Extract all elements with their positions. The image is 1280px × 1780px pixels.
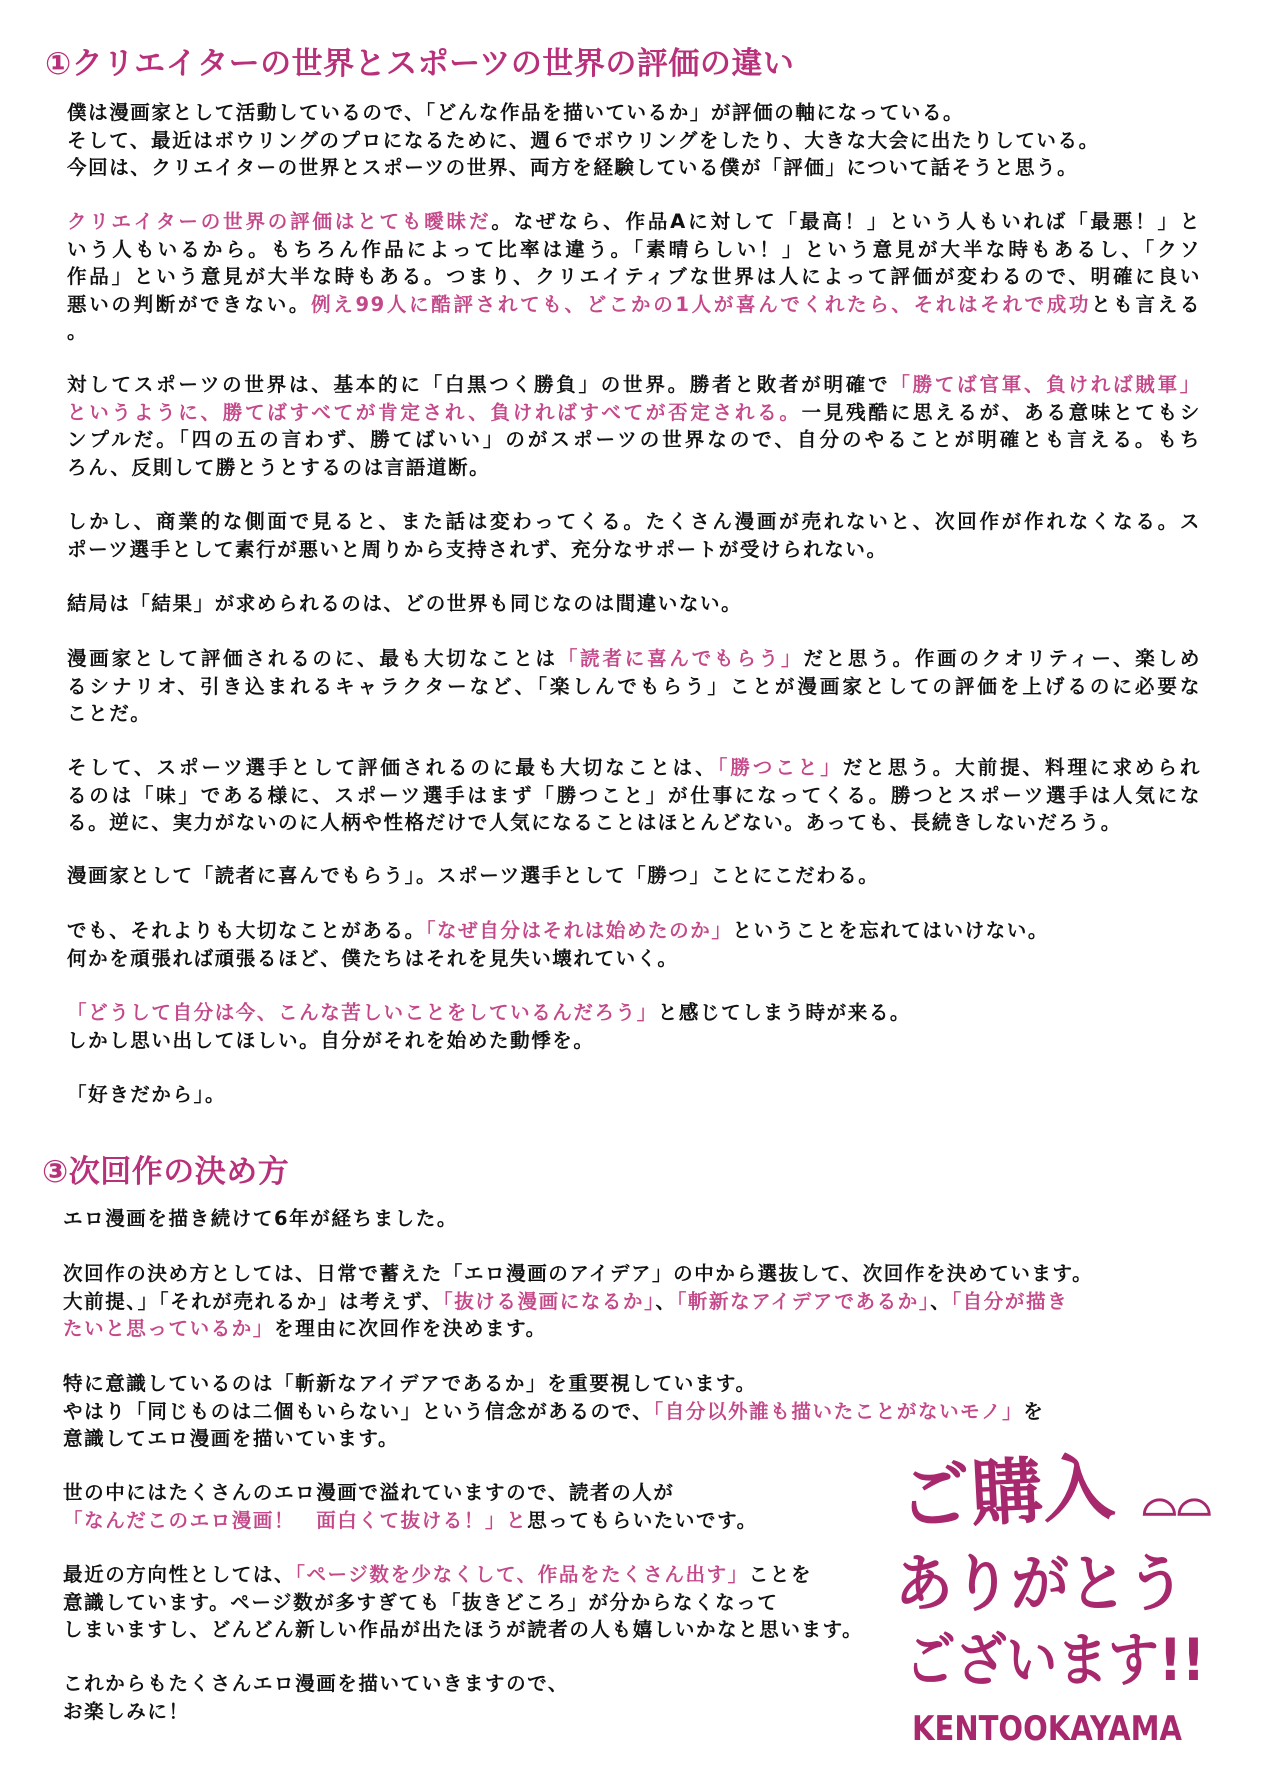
paragraph bbox=[63, 1670, 569, 1725]
paragraph bbox=[67, 999, 1201, 1054]
text-line bbox=[67, 673, 1201, 701]
paragraph bbox=[67, 1081, 1201, 1109]
body-text: る。逆に、実力がないのに人柄や性格だけで人気になることはほとんどない。あっても、長続きしないだろう。 bbox=[67, 811, 1122, 834]
text-line bbox=[63, 1507, 758, 1535]
body-text: 次回作の決め方としては、日常で蓄えた「エロ漫画のアイデア」の中から選抜して、次回作を決めています。 bbox=[63, 1262, 1094, 1285]
body-text: やはり「同じものは二個もいらない」という信念があるので、 bbox=[63, 1399, 654, 1423]
text-line bbox=[63, 1479, 758, 1507]
highlighted-text: クリエイターの世界の評価はとても曖昧だ bbox=[67, 210, 492, 233]
highlighted-text: 例え99人に酷評されても、どこかの1人が喜んでくれたら、それはそれで成功 bbox=[311, 292, 1092, 316]
text-line bbox=[67, 590, 1201, 618]
body-text: 漫画家として「読者に喜んでもらう」。スポーツ選手として「勝つ」ことにこだわる。 bbox=[67, 864, 880, 887]
logo-line3: ございます!! bbox=[905, 1626, 1205, 1694]
logo-line2: ありがとう bbox=[895, 1547, 1185, 1620]
body-text: 作品」という意見が大半な時もある。つまり、クリエイティブな世界は人によって評価が変わるので、明確に良い bbox=[67, 265, 1201, 288]
text-line bbox=[63, 1288, 1093, 1316]
body-text: 結局は「結果」が求められるのは、どの世界も同じなのは間違いない。 bbox=[67, 592, 743, 615]
body-text: 僕は漫画家として活動しているので、「どんな作品を描いているか」が評価の軸になっている。 bbox=[67, 101, 965, 124]
text-line bbox=[67, 371, 1201, 399]
text-line bbox=[67, 426, 1201, 454]
text-line bbox=[63, 1561, 863, 1589]
paragraph bbox=[63, 1260, 1093, 1343]
body-text: 思ってもらいたいです。 bbox=[527, 1508, 758, 1532]
text-line bbox=[67, 508, 1201, 536]
body-text: 悪いの判断ができない。 bbox=[67, 292, 312, 316]
body-text: 。なぜなら、作品Aに対して「最高！」という人もいれば「最悪！」と bbox=[491, 210, 1202, 233]
body-text: を bbox=[1023, 1399, 1045, 1423]
paragraph bbox=[67, 99, 1201, 182]
body-text: るシナリオ、引き込まれるキャラクターなど、「楽しんでもらう」ことが漫画家としての評価を上げるのに必要な bbox=[67, 674, 1201, 698]
body-text: 最近の方向性としては、 bbox=[63, 1563, 296, 1586]
text-line bbox=[63, 1616, 863, 1644]
text-line bbox=[67, 1081, 1201, 1109]
text-line bbox=[67, 399, 1201, 427]
paragraph bbox=[63, 1205, 458, 1233]
paragraph bbox=[67, 754, 1201, 837]
text-line bbox=[67, 700, 1201, 728]
body-text: ポーツ選手として素行が悪いと周りから支持されず、充分なサポートが受けられない。 bbox=[67, 537, 888, 561]
paragraph bbox=[67, 508, 1201, 563]
text-line bbox=[67, 862, 1201, 890]
text-line bbox=[67, 127, 1201, 155]
text-line bbox=[67, 917, 1201, 945]
highlighted-text: 「勝つこと」 bbox=[717, 756, 843, 779]
text-line bbox=[63, 1260, 1093, 1288]
text-line bbox=[67, 809, 1201, 837]
body-text: 今回は、クリエイターの世界とスポーツの世界、両方を経験している僕が「評価」について話そうと思う。 bbox=[67, 156, 1079, 179]
body-text: 何かを頑張れば頑張るほど、僕たちはそれを見失い壊れていく。 bbox=[67, 946, 679, 970]
text-line bbox=[63, 1398, 1044, 1426]
text-line bbox=[67, 536, 1201, 564]
text-line bbox=[67, 154, 1201, 182]
logo-signature: KENTOOKAYAMA bbox=[912, 1709, 1183, 1749]
paragraph bbox=[67, 590, 1201, 618]
paragraph bbox=[67, 645, 1201, 728]
body-text: しまいますし、どんどん新しい作品が出たほうが読者の人も嬉しいかなと思います。 bbox=[63, 1618, 864, 1641]
highlighted-text: 「ページ数を少なくして、作品をたくさん出す」 bbox=[295, 1563, 749, 1586]
body-text: だと思う。大前提、料理に求められ bbox=[842, 756, 1201, 779]
body-text: ということを忘れてはいけない。 bbox=[732, 919, 1049, 942]
text-line bbox=[67, 99, 1201, 127]
text-line bbox=[67, 754, 1201, 782]
text-line bbox=[63, 1205, 458, 1233]
text-line bbox=[67, 291, 1201, 319]
highlighted-text: というように、勝てばすべてが肯定され、負ければすべてが否定される。 bbox=[67, 400, 802, 424]
highlighted-text: 「自分以外誰も描いたことがないモノ」 bbox=[653, 1399, 1024, 1423]
body-text: そして、スポーツ選手として評価されるのに最も大切なことは、 bbox=[67, 756, 718, 779]
body-text: エロ漫画を描き続けて6年が経ちました。 bbox=[63, 1207, 458, 1230]
body-text: 意識しています。ページ数が多すぎても「抜きどころ」が分からなくなって bbox=[63, 1590, 779, 1614]
text-line bbox=[67, 263, 1201, 291]
body-text: 意識してエロ漫画を描いています。 bbox=[63, 1427, 400, 1450]
body-text: 、 bbox=[930, 1289, 952, 1313]
paragraph bbox=[67, 917, 1201, 972]
body-text: ろん、反則して勝とうとするのは言語道断。 bbox=[67, 455, 491, 479]
logo-face-doodle: ⌓⌓ bbox=[1142, 1475, 1212, 1526]
body-text: お楽しみに！ bbox=[63, 1699, 190, 1723]
body-text: 対してスポーツの世界は、基本的に「白黒つく勝負」の世界。勝者と敗者が明確で bbox=[67, 373, 891, 396]
body-text: 「好きだから」。 bbox=[67, 1083, 227, 1106]
body-text: 世の中にはたくさんのエロ漫画で溢れていますので、読者の人が bbox=[63, 1481, 675, 1504]
body-text: 、 bbox=[655, 1289, 677, 1313]
body-text: ことだ。 bbox=[67, 702, 152, 725]
body-text: しかし、商業的な側面で見ると、また話は変わってくる。たくさん漫画が売れないと、次回作が作れなくなる。ス bbox=[67, 510, 1201, 533]
paragraph bbox=[67, 371, 1201, 481]
text-line bbox=[67, 999, 1201, 1027]
highlighted-text: 「なぜ自分はそれは始めたのか」 bbox=[425, 919, 733, 942]
highlighted-text: 「抜ける漫画になるか」 bbox=[442, 1289, 656, 1313]
body-text: 漫画家として評価されるのに、最も大切なことは bbox=[67, 647, 558, 670]
paragraph bbox=[67, 862, 1201, 890]
text-line bbox=[63, 1698, 569, 1726]
text-line bbox=[67, 782, 1201, 810]
thank-you-logo bbox=[890, 1445, 1260, 1755]
text-line bbox=[67, 945, 1201, 973]
logo-line1: ご購入 bbox=[896, 1445, 1117, 1540]
text-line bbox=[63, 1370, 1044, 1398]
highlighted-text: 「読者に喜んでもらう」 bbox=[557, 647, 804, 670]
highlighted-text: 「斬新なアイデアであるか」 bbox=[676, 1289, 931, 1313]
highlighted-text: 「勝てば官軍、負ければ賊軍」 bbox=[890, 373, 1201, 396]
body-text: 一見残酷に思えるが、ある意味とてもシ bbox=[801, 400, 1201, 424]
text-line bbox=[67, 645, 1201, 673]
body-text: しかし思い出してほしい。自分がそれを始めた動悸を。 bbox=[67, 1028, 595, 1052]
body-text: ことを bbox=[748, 1563, 813, 1586]
body-text: ンプルだ。「四の五の言わず、勝てばいい」のがスポーツの世界なので、自分のやることが明確とも言える。もち bbox=[67, 428, 1201, 451]
body-text: いう人もいるから。もちろん作品によって比率は違う。「素晴らしい！」という意見が大半な時もあるし、「クソ bbox=[67, 237, 1201, 261]
text-line bbox=[67, 454, 1201, 482]
paragraph bbox=[63, 1479, 758, 1534]
text-line bbox=[63, 1670, 569, 1698]
text-line bbox=[67, 236, 1201, 264]
paragraph bbox=[63, 1370, 1044, 1453]
highlighted-text: たいと思っているか」 bbox=[63, 1317, 275, 1340]
body-text: これからもたくさんエロ漫画を描いていきますので、 bbox=[63, 1672, 570, 1695]
text-line bbox=[67, 1027, 1201, 1055]
body-text: と感じてしまう時が来る。 bbox=[657, 1001, 912, 1024]
body-text: でも、それよりも大切なことがある。 bbox=[67, 919, 426, 942]
paragraph bbox=[63, 1561, 863, 1644]
body-text: るのは「味」である様に、スポーツ選手はまず「勝つこと」が仕事になってくる。勝つとスポーツ選手は人気にな bbox=[67, 783, 1201, 807]
highlighted-text: 「なんだこのエロ漫画！ 面白くて抜ける！」と bbox=[63, 1508, 528, 1532]
paragraph bbox=[67, 208, 1201, 346]
body-text: 特に意識しているのは「斬新なアイデアであるか」を重要視しています。 bbox=[63, 1372, 757, 1395]
body-text: 大前提、」「それが売れるか」は考えず、 bbox=[63, 1289, 443, 1313]
text-line bbox=[67, 208, 1201, 236]
body-text: を理由に次回作を決めます。 bbox=[274, 1317, 547, 1340]
body-text: そして、最近はボウリングのプロになるために、週６でボウリングをしたり、大きな大会に出たりしている。 bbox=[67, 128, 1100, 152]
highlighted-text: 「どうして自分は今、こんな苦しいことをしているんだろう」 bbox=[67, 1001, 658, 1024]
body-text: だと思う。作画のクオリティー、楽しめ bbox=[803, 647, 1201, 670]
text-line bbox=[63, 1315, 1093, 1343]
body-text: 。 bbox=[67, 320, 89, 343]
body-text: とも言える bbox=[1091, 292, 1201, 316]
text-line bbox=[67, 318, 1201, 346]
section3-heading: ③次回作の決め方 bbox=[42, 1154, 290, 1190]
highlighted-text: 「自分が描き bbox=[951, 1289, 1069, 1313]
section1-heading: ①クリエイターの世界とスポーツの世界の評価の違い bbox=[45, 46, 795, 82]
text-line bbox=[63, 1589, 863, 1617]
